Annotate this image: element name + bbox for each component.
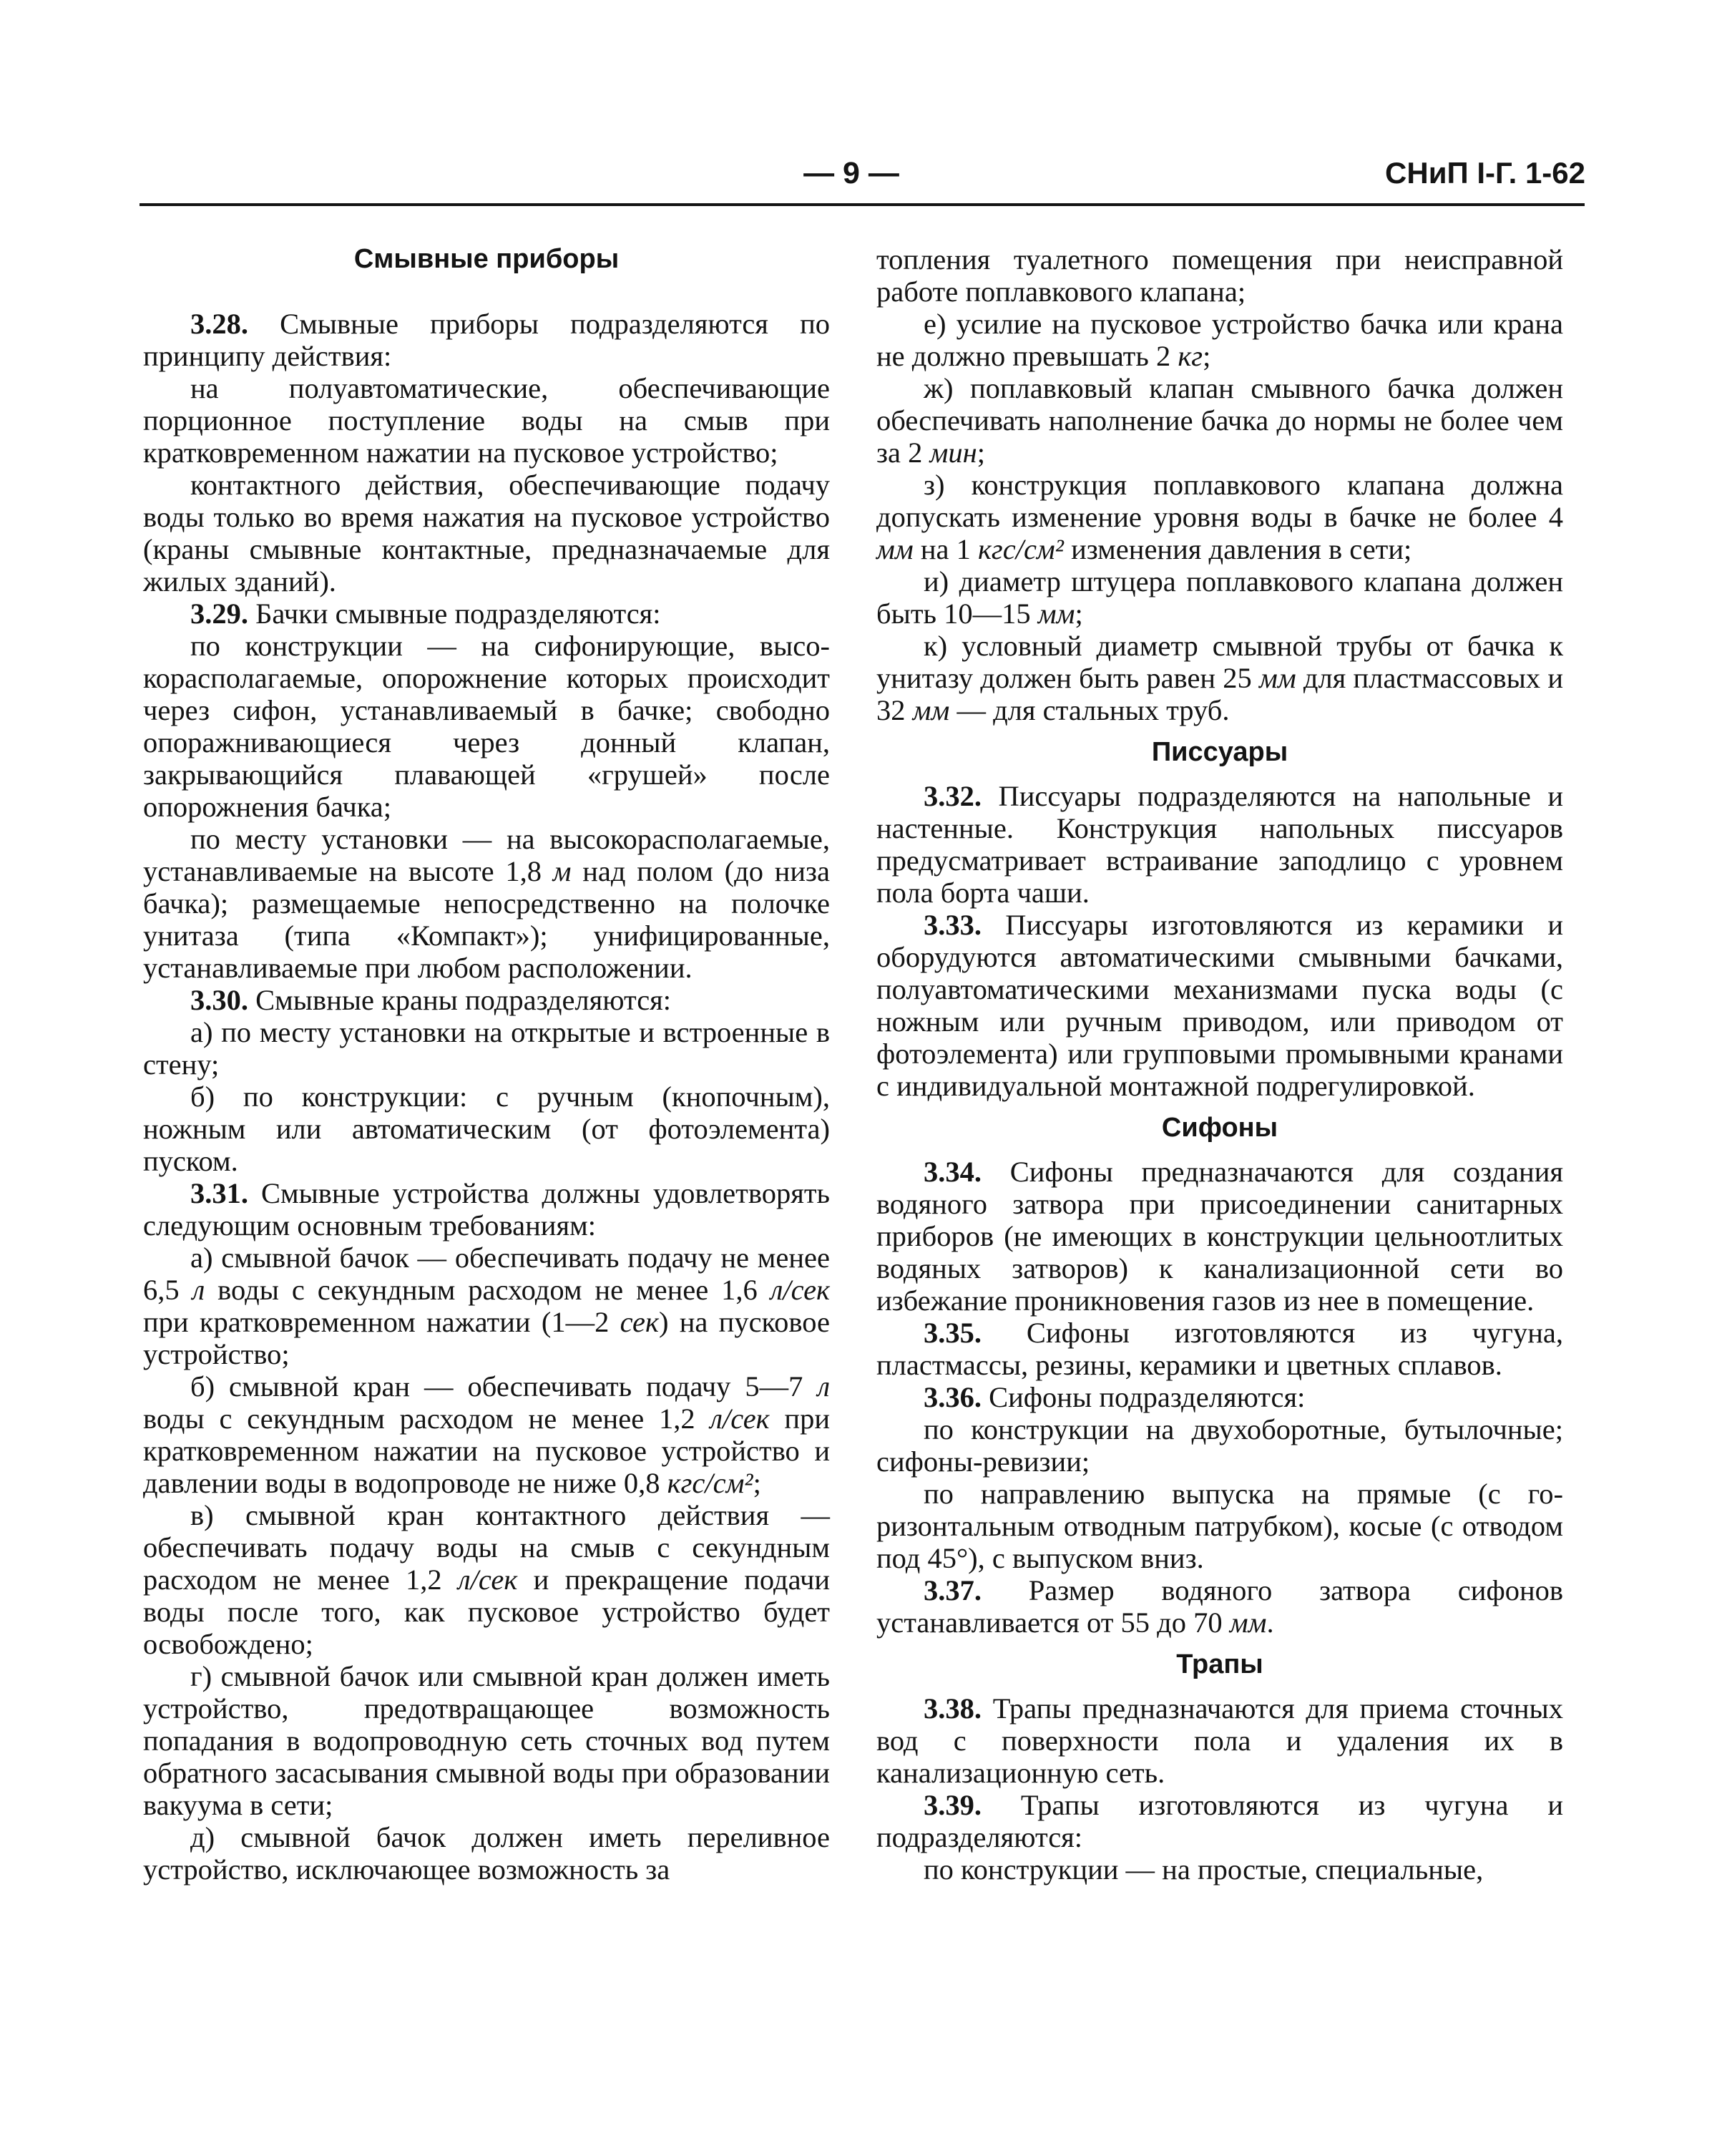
clause-number: 3.32.	[924, 780, 982, 812]
clause-number: 3.39.	[924, 1789, 982, 1821]
paragraph-3-29-a: по конструкции — на сифонирующие, высокорасполагаемые, опорожнение которых происходит через сифон, устанавливаемый в бачке; свободно опоражнивающиеся через донный клапан, закрывающийся плавающей «грушей» после опорожнения бачка;	[143, 630, 830, 823]
paragraph-3-30-a: а) по месту установки на открытые и встроенные в стену;	[143, 1016, 830, 1081]
paragraph-3-31-g: ж) поплавковый клапан смывного бачка должен обеспечивать наполнение бачка до нормы не более чем за 2 мин;	[876, 372, 1563, 469]
header-rule	[140, 203, 1585, 206]
clause-number: 3.37.	[924, 1574, 982, 1606]
clause-number: 3.29.	[190, 597, 248, 630]
paragraph-3-30-b: б) по конструкции: с ручным (кнопочным), ножным или автоматическим (от фотоэлемента) пуском.	[143, 1081, 830, 1177]
paragraph-3-31-e-continued: топления туалетного помещения при неисправной работе поплавкового клапана;	[876, 243, 1563, 308]
paragraph-3-31-b: б) смывной кран — обеспечивать подачу 5—7 л воды с секундным расходом не менее 1,2 л/сек при кратковременном нажатии на пусковое устройство и давлении воды в водопроводе не ниже 0,8 кгс/см²;	[143, 1370, 830, 1499]
paragraph-3-29: 3.29. Бачки смывные подразделяются:	[190, 597, 661, 630]
page-number: — 9 —	[803, 156, 899, 190]
left-column	[143, 243, 830, 1886]
document-code: СНиП I-Г. 1-62	[1385, 156, 1585, 190]
clause-number: 3.28.	[190, 308, 248, 340]
clause-number: 3.31.	[190, 1177, 248, 1209]
paragraph-3-28-b: контактного действия, обеспечивающие подачу воды только во время нажатия на пусковое устройство (краны смывные контактные, предназначаемые для жилых зданий).	[143, 469, 830, 597]
paragraph-3-36-a: по конструкции на двухоборотные, бутылочные; сифоны-ревизии;	[876, 1413, 1563, 1478]
paragraph-3-31-f: е) усилие на пусковое устройство бачка или крана не должно превышать 2 кг;	[876, 308, 1563, 372]
paragraph-3-30: 3.30. Смывные краны подразделяются:	[190, 984, 672, 1016]
paragraph-3-36-b: по направлению выпуска на прямые (с горизонтальным отводным патрубком), косые (с отводом под 45°), с выпуском вниз.	[876, 1478, 1563, 1574]
clause-number: 3.30.	[190, 984, 248, 1016]
section-heading-traps: Трапы	[1176, 1649, 1263, 1679]
clause-number: 3.35.	[924, 1317, 982, 1349]
section-heading-urinals: Писсуары	[1151, 737, 1288, 767]
paragraph-3-31-a: а) смывной бачок — обеспечивать подачу не менее 6,5 л воды с секундным расходом не менее 1,6 л/сек при кратковременном нажатии (1—2 сек) на пусковое устройство;	[143, 1242, 830, 1370]
clause-number: 3.38.	[924, 1692, 982, 1725]
clause-number: 3.36.	[924, 1381, 982, 1413]
paragraph-3-28: 3.28. Смывные приборы подразделяются по принципу действия:	[143, 308, 830, 372]
paragraph-3-39: 3.39. Трапы изготовляются из чугуна и подразделяются:	[876, 1789, 1563, 1853]
paragraph-3-29-b: по месту установки — на высокорасполагаемые, устанавливаемые на высоте 1,8 м над полом (до низа бачка); размещаемые непосредственно на полочке унитаза (типа «Компакт»); унифицированные, устанавливаемые при любом расположении.	[143, 823, 830, 984]
paragraph-3-28-a: на полуавтоматические, обеспечивающие порционное поступление воды на смыв при кратковременном нажатии на пусковое устройство;	[143, 372, 830, 469]
paragraph-3-31-e: д) смывной бачок должен иметь переливное устройство, исключающее возможность за	[143, 1821, 830, 1886]
paragraph-3-31-i: и) диаметр штуцера поплавкового клапана должен быть 10—15 мм;	[876, 565, 1563, 630]
paragraph-3-32: 3.32. Писсуары подразделяются на напольные и настенные. Конструкция напольных писсуаров предусматривает встраивание заподлицо с уровнем пола борта чаши.	[876, 780, 1563, 909]
clause-number: 3.33.	[924, 909, 982, 941]
paragraph-3-36: 3.36. Сифоны подразделяются:	[924, 1381, 1306, 1413]
paragraph-3-33: 3.33. Писсуары изготовляются из керамики и оборудуются автоматическими смывными бачками, полуавтоматическими механизмами пуска воды (с ножным или ручным приводом, или приводом от фотоэлемента) или групповыми промывными кранами с индивидуальной монтажной подрегулировкой.	[876, 909, 1563, 1102]
paragraph-3-31-d: г) смывной бачок или смывной кран должен иметь устройство, предотвращающее возможность попадания в водопроводную сеть сточных вод путем обратного засасывания смывной воды при образовании вакуума в сети;	[143, 1660, 830, 1821]
paragraph-3-37: 3.37. Размер водяного затвора сифонов устанавливается от 55 до 70 мм.	[876, 1574, 1563, 1639]
paragraph-3-34: 3.34. Сифоны предназначаются для создания водяного затвора при присоединении санитарных приборов (не имеющих в конструкции цельноотлитых водяных затворов) к канализационной сети во избежание проникновения газов из нее в помещение.	[876, 1156, 1563, 1317]
paragraph-3-31-c: в) смывной кран контактного действия — обеспечивать подачу воды на смыв с секундным расходом не менее 1,2 л/сек и прекращение подачи воды после того, как пусковое устройство будет освобождено;	[143, 1499, 830, 1660]
paragraph-3-31-h: з) конструкция поплавкового клапана должна допускать изменение уровня воды в бачке не более 4 мм на 1 кгс/см² изменения давления в сети;	[876, 469, 1563, 565]
paragraph-3-31: 3.31. Смывные устройства должны удовлетворять следующим основным требованиям:	[143, 1177, 830, 1242]
paragraph-3-35: 3.35. Сифоны изготовляются из чугуна, пластмассы, резины, керамики и цветных сплавов.	[876, 1317, 1563, 1381]
section-heading-flush-devices: Смывные приборы	[353, 244, 620, 274]
paragraph-3-31-k: к) условный диаметр смывной трубы от бачка к унитазу должен быть равен 25 мм для пластмассовых и 32 мм — для стальных труб.	[876, 630, 1563, 726]
paragraph-3-38: 3.38. Трапы предназначаются для приема сточных вод с поверхности пола и удаления их в канализационную сеть.	[876, 1692, 1563, 1789]
right-column	[876, 243, 1563, 1886]
clause-number: 3.34.	[924, 1156, 982, 1188]
section-heading-siphons: Сифоны	[1161, 1113, 1278, 1143]
paragraph-3-39-a: по конструкции — на простые, специальные,	[924, 1853, 1484, 1886]
